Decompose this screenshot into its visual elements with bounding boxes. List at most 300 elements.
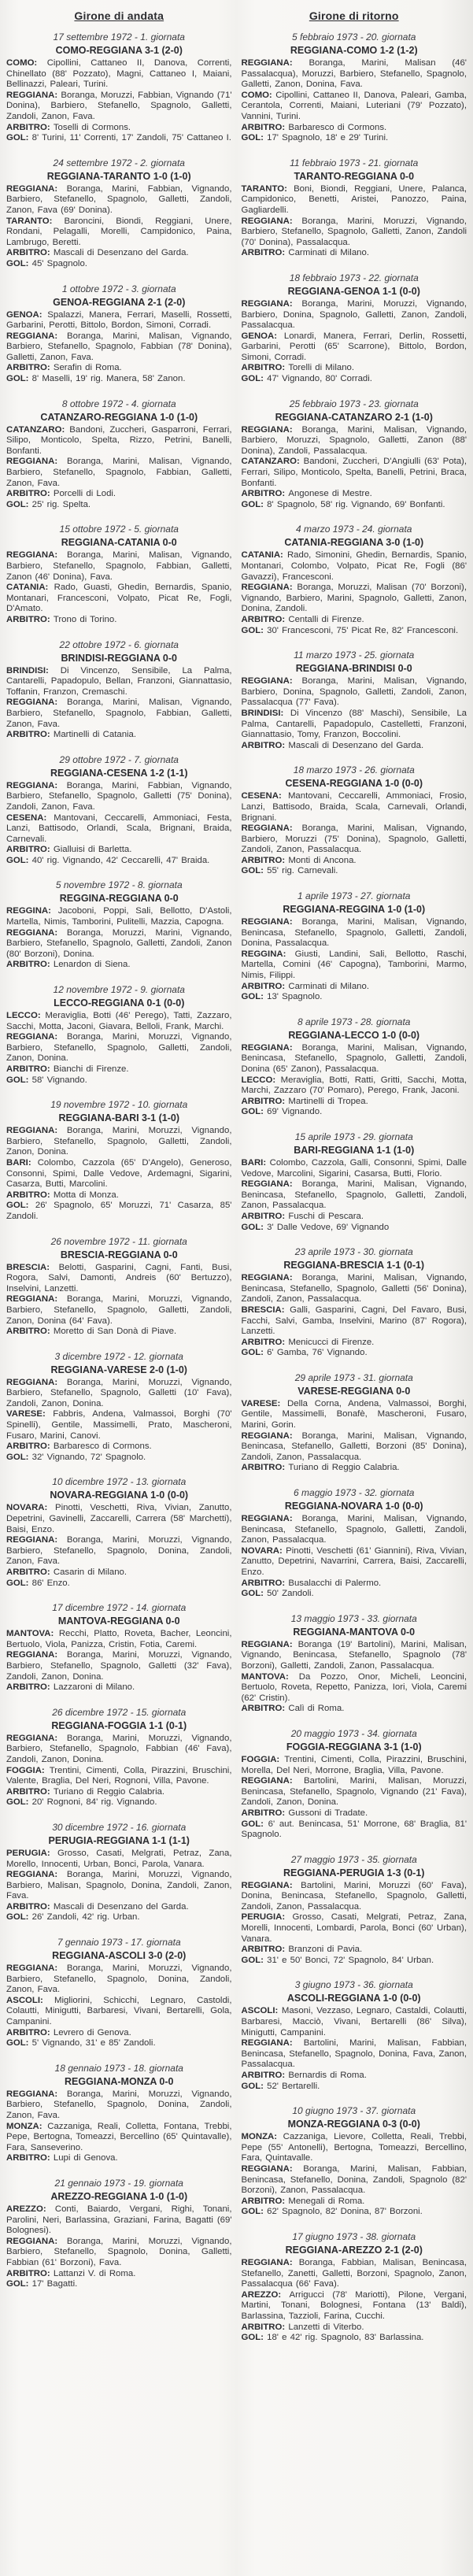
team-lineup-label: REGGIANA:: [6, 2236, 67, 2246]
goals-line-label: GOL:: [241, 2081, 268, 2091]
match-title: REGGIANA-TARANTO 1-0 (1-0): [46, 170, 191, 182]
match-block: [6, 1822, 232, 1923]
goals-line: GOL: 62' Spagnolo, 82' Donina, 87' Borzoni.: [241, 2207, 423, 2217]
match-block: [6, 157, 232, 270]
match-block: [242, 1016, 467, 1118]
team-lineup: ASCOLI: Masoni, Vezzaso, Legnaro, Castaldi, Colautti, Barbaresi, Macciò, Vivani, Bertarelli (86' Silva), Minigutti, Campanini.: [241, 2006, 467, 2037]
team-lineup-label: REGGIANA:: [241, 58, 309, 68]
referee-line-label: ARBITRO:: [6, 2153, 54, 2163]
team-lineup: FOGGIA: Trentini, Cimenti, Colla, Pirazzini, Bruschini, Morella, Del Neri, Morrone, Braglia, Villa, Pavone.: [241, 1754, 467, 1775]
goals-line: GOL: 69' Vignando.: [241, 1107, 323, 1117]
referee-line: ARBITRO: Moretto di San Donà di Piave.: [6, 1327, 177, 1337]
goals-line-label: GOL:: [6, 1797, 32, 1808]
match-block: [242, 1487, 467, 1600]
referee-line: ARBITRO: Bianchi di Firenze.: [6, 1064, 129, 1074]
match-body: [6, 2204, 232, 2290]
referee-line-label: ARBITRO:: [241, 2071, 289, 2080]
team-lineup-label: REGGIANA:: [6, 550, 68, 561]
match-body: [6, 550, 232, 625]
first-leg-header: Girone di andata: [74, 9, 164, 22]
match-date: 3 dicembre 1972 - 12. giornata: [54, 1350, 183, 1362]
referee-line: ARBITRO: Trono di Torino.: [6, 614, 117, 624]
team-lineup-label: AREZZO:: [241, 2289, 290, 2300]
match-block: [6, 524, 232, 625]
team-lineup-label: REGGIANA:: [241, 676, 302, 687]
match-title: REGGIANA-REGGINA 1-0 (1-0): [283, 904, 426, 916]
team-lineup-label: PERUGIA:: [241, 1912, 293, 1923]
match-block: [6, 984, 232, 1086]
match-block: [242, 1728, 467, 1841]
match-title: NOVARA-REGGIANA 1-0 (0-0): [50, 1490, 189, 1501]
referee-line-label: ARBITRO:: [6, 489, 54, 499]
match-block: [6, 879, 232, 971]
team-lineup-label: GENOA:: [241, 331, 284, 341]
team-lineup: PERUGIA: Grosso, Casati, Melgrati, Petraz, Zana, Morelli, Innocenti, Lombardi, Parola, Bonci (60' Urban), Vanara.: [241, 1912, 467, 1944]
goals-line-label: GOL:: [241, 1955, 268, 1965]
referee-line-label: ARBITRO:: [241, 1463, 289, 1473]
team-lineup-label: REGGIANA:: [6, 331, 68, 341]
referee-line-label: ARBITRO:: [6, 122, 54, 132]
referee-line-label: ARBITRO:: [6, 1567, 54, 1577]
match-date: 26 dicembre 1972 - 15. giornata: [52, 1706, 187, 1718]
match-title: REGGIANA-BRESCIA 1-1 (0-1): [283, 1260, 425, 1271]
team-lineup-label: REGGIANA:: [6, 1294, 67, 1305]
team-lineup-label: REGGIANA:: [241, 2163, 304, 2174]
match-date: 17 giugno 1973 - 38. giornata: [292, 2230, 416, 2242]
match-block: [242, 1613, 467, 1715]
match-title: BRINDISI-REGGIANA 0-0: [61, 652, 177, 664]
team-lineup: AREZZO: Arrigucci (78' Mariotti), Pilone, Vergani, Martini, Tonani, Bolognesi, Fontana (13' Baldi), Barlassina, Tazzioli, Farina, Cucchi.: [241, 2289, 467, 2321]
team-lineup: REGGIANA: Bartolini, Marini, Malisan, Moruzzi, Benincasa, Stefanello, Spagnolo, Vignando (21' Fava), Zandoli, Zanon, Donina.: [241, 1776, 467, 1808]
match-date: 23 aprile 1973 - 30. giornata: [294, 1246, 413, 1258]
referee-line: ARBITRO: Centalli di Firenze.: [241, 614, 364, 624]
goals-line-label: GOL:: [241, 1348, 268, 1358]
referee-line: ARBITRO: Branzoni di Pavia.: [241, 1945, 363, 1955]
match-block: [6, 31, 232, 144]
team-lineup: REGGIANA: Boranga, Marini, Malisan, Vignando, Benincasa, Stefanello, Spagnolo, Galletti, Zandoli, Zanon, Passalacqua.: [241, 1179, 467, 1211]
referee-line-label: ARBITRO:: [241, 1704, 289, 1714]
referee-line-label: ARBITRO:: [6, 1064, 54, 1074]
team-lineup-label: CATANIA:: [241, 550, 287, 561]
match-block: [242, 2105, 467, 2218]
match-title: REGGIANA-ASCOLI 3-0 (2-0): [52, 1950, 187, 1962]
match-block: [242, 1131, 467, 1233]
referee-line: ARBITRO: Martinelli di Catania.: [6, 730, 137, 740]
team-lineup: BRINDISI: Di Vincenzo, Sensibile, La Palma, Cantarelli, Papadopulo, Bellan, Franzoni, Giannattasio, Toffanin, Franzon, Cremaschi.: [6, 665, 232, 697]
team-lineup: REGGINA: Jacoboni, Poppi, Sali, Bellotto, D'Astoli, Martella, Nimis, Tamborini, Pulitelli, Mazzia, Capogna.: [6, 906, 232, 927]
team-lineup: REGGIANA: Boranga, Marini, Malisan, Vignando, Benincasa, Stefanello, Spagnolo, Galletti, Zandoli, Donina (65' Zanon), Passalacqua.: [241, 1042, 467, 1074]
match-body: [242, 1640, 467, 1715]
referee-line: ARBITRO: Turiano di Reggio Calabria.: [6, 1786, 165, 1797]
team-lineup-label: GENOA:: [6, 309, 48, 320]
team-lineup-label: CESENA:: [241, 791, 288, 801]
team-lineup: CATANIA: Rado, Simonini, Ghedin, Bernardis, Spanio, Montanari, Colombo, Volpato, Picat Re, Fogli (86' Gavazzi), Francesconi.: [241, 550, 467, 582]
team-lineup-label: CATANZARO:: [241, 457, 304, 467]
referee-line: ARBITRO: Lazzaroni di Milano.: [6, 1682, 135, 1693]
team-lineup: REGGIANA: Boranga, Marini, Moruzzi, Vignando, Barbiero, Stefanello, Spagnolo, Galletti, Zanon, Zandoli (70' Donina), Passalacqua.: [241, 216, 467, 247]
match-date: 29 aprile 1973 - 31. giornata: [294, 1371, 413, 1383]
team-lineup-label: BRESCIA:: [6, 1262, 59, 1272]
team-lineup-label: REGGIANA:: [6, 1535, 67, 1545]
team-lineup-label: TARANTO:: [241, 183, 294, 194]
team-lineup: ASCOLI: Migliorini, Schicchi, Legnaro, Castoldi, Colautti, Minigutti, Barbaresi, Vivani, Bertarelli, Gola, Campanini.: [6, 1995, 232, 2027]
goals-line-label: GOL:: [6, 258, 32, 268]
match-date: 25 febbraio 1973 - 23. giornata: [289, 398, 419, 409]
referee-line: ARBITRO: Mascali di Desenzano del Garda.: [6, 248, 189, 258]
match-body: [6, 1963, 232, 2049]
match-body: [6, 666, 232, 741]
team-lineup: REGGIANA: Boranga, Marini, Malisan, Vignando, Barbiero, Stefanello, Spagnolo, Fabbian (78' Donina), Galletti, Zanon, Fava.: [6, 331, 232, 362]
match-body: [242, 1881, 467, 1967]
referee-line: ARBITRO: Monti di Ancona.: [241, 855, 357, 865]
referee-line: ARBITRO: Porcelli di Lodi.: [6, 489, 116, 499]
referee-line: ARBITRO: Serafin di Roma.: [6, 363, 122, 373]
team-lineup-label: REGGIANA:: [241, 1430, 302, 1441]
referee-line-label: ARBITRO:: [6, 614, 54, 624]
match-date: 7 gennaio 1973 - 17. giornata: [57, 1937, 181, 1949]
match-date: 29 ottobre 1972 - 7. giornata: [59, 753, 179, 765]
match-title: TARANTO-REGGIANA 0-0: [294, 170, 415, 182]
match-title: CESENA-REGGIANA 1-0 (0-0): [285, 778, 423, 790]
team-lineup-label: BRESCIA:: [241, 1305, 290, 1315]
match-title: REGGIANA-VARESE 2-0 (1-0): [50, 1364, 187, 1375]
goals-line-label: GOL:: [241, 866, 268, 876]
match-title: REGGIANA-BRINDISI 0-0: [295, 663, 412, 675]
match-block: [242, 2231, 467, 2344]
match-date: 3 giugno 1973 - 36. giornata: [294, 1979, 413, 1991]
referee-line-label: ARBITRO:: [241, 2196, 289, 2206]
team-lineup: REGGIANA: Boranga, Marini, Moruzzi, Vignando, Barbiero, Stefanello, Spagnolo, Fabbian (46' Fava), Zandoli, Zanon, Donina.: [6, 1733, 232, 1764]
match-body: [242, 1043, 467, 1118]
goals-line-label: GOL:: [241, 1222, 268, 1232]
match-title: REGGIANA-PERUGIA 1-3 (0-1): [283, 1867, 425, 1878]
referee-line: ARBITRO: Carminati di Milano.: [241, 981, 370, 991]
team-lineup: LECCO: Meraviglia, Botti, Ratti, Gritti, Sacchi, Motta, Marchi, Zazzaro (70' Pomaro), Perego, Frank, Jaconi.: [241, 1075, 467, 1096]
team-lineup: REGGIANA: Boranga, Moruzzi, Fabbian, Vignando (71' Donina), Barbiero, Stefanello, Spagnolo, Galletti, Zandoli, Zanon, Fava.: [6, 90, 232, 121]
team-lineup-label: REGGIANA:: [6, 90, 61, 100]
team-lineup-label: REGGIANA:: [241, 1639, 298, 1649]
second-leg-header: Girone di ritorno: [309, 9, 399, 22]
match-block: [6, 1602, 232, 1693]
referee-line-label: ARBITRO:: [241, 855, 289, 865]
match-block: [242, 1979, 467, 2092]
match-body: [242, 184, 467, 259]
team-lineup: MANTOVA: Recchi, Platto, Roveta, Bacher, Leoncini, Bertuolo, Viola, Panizza, Cristin, Fotia, Caremi.: [6, 1629, 232, 1649]
goals-line: GOL: 17' Bagatti.: [6, 2279, 78, 2289]
team-lineup-label: CATANIA:: [6, 583, 54, 593]
goals-line: GOL: 30' Francesconi, 75' Picat Re, 82' Francesconi.: [241, 625, 459, 635]
match-title: REGGIANA-CATANZARO 2-1 (1-0): [275, 411, 433, 423]
goals-line: GOL: 26' Zandoli, 42' rig. Urban.: [6, 1912, 140, 1923]
match-title: REGGIANA-MONZA 0-0: [65, 2075, 174, 2087]
match-block: [6, 283, 232, 385]
referee-line: ARBITRO: Angonese di Mestre.: [241, 489, 372, 499]
match-body: [6, 1629, 232, 1693]
match-block: [242, 890, 467, 1003]
referee-line: ARBITRO: Bernardis di Roma.: [241, 2071, 367, 2080]
referee-line-label: ARBITRO:: [241, 740, 289, 750]
team-lineup-label: AREZZO:: [6, 2204, 55, 2214]
match-date: 19 novembre 1972 - 10. giornata: [50, 1099, 188, 1111]
team-lineup: REGGIANA: Boranga, Marini, Malisan, Vignando, Barbiero, Moruzzi, Spagnolo, Galletti, Zanon (88' Donina), Zandoli, Passalacqua.: [241, 424, 467, 456]
goals-line: GOL: 50' Zandoli.: [241, 1589, 314, 1599]
match-title: MONZA-REGGIANA 0-3 (0-0): [287, 2119, 420, 2130]
first-leg-column: [6, 6, 232, 2357]
team-lineup-label: REGGIANA:: [241, 1776, 305, 1786]
team-lineup-label: FOGGIA:: [241, 1754, 285, 1764]
team-lineup: TARANTO: Baroncini, Biondi, Reggiani, Unere, Rondani, Pelagalli, Morelli, Campidonico, Paina, Lambrugo, Beretti.: [6, 216, 232, 247]
team-lineup-label: REGGIANA:: [241, 216, 302, 226]
match-date: 17 settembre 1972 - 1. giornata: [53, 31, 185, 43]
referee-line: ARBITRO: Lanzetti di Viterbo.: [241, 2322, 364, 2332]
team-lineup-label: VARESE:: [6, 1409, 54, 1419]
match-title: REGGIANA-AREZZO 2-1 (2-0): [285, 2244, 423, 2256]
match-body: [6, 781, 232, 867]
team-lineup: CESENA: Mantovani, Ceccarelli, Ammoniaci, Festa, Lanzi, Battisodo, Orlandi, Scala, Brignani, Braida, Carnevali.: [6, 812, 232, 844]
referee-line-label: ARBITRO:: [241, 2322, 289, 2332]
match-body: [6, 310, 232, 385]
referee-line: ARBITRO: Gussoni di Tradate.: [241, 1808, 368, 1818]
match-date: 5 febbraio 1973 - 20. giornata: [292, 31, 416, 43]
referee-line-label: ARBITRO:: [6, 2027, 54, 2037]
team-lineup: REGGIANA: Boranga, Marini, Moruzzi, Vignando, Barbiero, Stefanello, Spagnolo, Donina, Zandoli, Zanon, Fava.: [6, 1963, 232, 1995]
goals-line-label: GOL:: [6, 133, 32, 143]
team-lineup-label: BARI:: [6, 1157, 38, 1168]
team-lineup-label: BRINDISI:: [6, 665, 61, 675]
goals-line: GOL: 26' Spagnolo, 65' Moruzzi, 71' Casarza, 85' Zandoli.: [6, 1201, 232, 1221]
goals-line-label: GOL:: [241, 133, 268, 143]
referee-line-label: ARBITRO:: [241, 363, 289, 373]
match-title: REGGIANA-CATANIA 0-0: [61, 537, 177, 549]
referee-line-label: ARBITRO:: [241, 248, 289, 258]
match-body: [242, 1514, 467, 1600]
referee-line-label: ARBITRO:: [6, 1327, 54, 1337]
team-lineup: REGGIANA: Boranga, Marini, Malisan, Vignando, Barbiero, Donina, Spagnolo, Galletti, Zandoli, Zanon, Passalacqua (77' Fava).: [241, 676, 467, 708]
goals-line: GOL: 32' Vignando, 72' Spagnolo.: [6, 1452, 146, 1462]
team-lineup-label: CATANZARO:: [6, 424, 70, 435]
team-lineup: BARI: Colombo, Cazzola, Galli, Consonni, Spimi, Dalle Vedove, Marcolini, Sigarini, Casarsa, Butti, Florio.: [241, 1157, 467, 1179]
team-lineup: REGGIANA: Boranga, Marini, Malisan, Vignando, Barbiero, Stefanello, Spagnolo, Fabbian, Galletti, Zanon (46' Donina), Fava.: [6, 550, 232, 582]
match-body: [6, 1011, 232, 1086]
referee-line-label: ARBITRO:: [241, 1808, 289, 1818]
referee-line: ARBITRO: Turiano di Reggio Calabria.: [241, 1463, 400, 1473]
match-date: 22 ottobre 1972 - 6. giornata: [59, 638, 179, 650]
team-lineup-label: REGGIANA:: [6, 1733, 67, 1743]
team-lineup-label: REGGIANA:: [241, 1042, 302, 1053]
team-lineup-label: LECCO:: [6, 1011, 46, 1021]
match-date: 24 settembre 1972 - 2. giornata: [53, 157, 185, 168]
team-lineup: COMO: Cipollini, Cattaneo II, Danova, Paleari, Gamba, Cerantola, Correnti, Maiani, Luteriani (79' Pozzato), Vannini, Turini.: [241, 90, 467, 121]
match-block: [242, 1246, 467, 1359]
match-date: 18 gennaio 1973 - 18. giornata: [54, 2062, 183, 2074]
team-lineup-label: REGGIANA:: [6, 698, 68, 708]
team-lineup-label: REGGINA:: [241, 949, 295, 959]
team-lineup-label: CESENA:: [6, 812, 54, 823]
match-block: [6, 639, 232, 741]
team-lineup-label: COMO:: [6, 58, 47, 68]
match-block: [6, 1937, 232, 2049]
goals-line: GOL: 40' rig. Vignando, 42' Ceccarelli, 47' Braida.: [6, 855, 210, 865]
team-lineup: PERUGIA: Grosso, Casati, Melgrati, Petraz, Zana, Morello, Innocenti, Urban, Bonci, Parola, Vanara.: [6, 1848, 232, 1869]
goals-line-label: GOL:: [241, 2207, 268, 2217]
match-body: [242, 791, 467, 877]
goals-line: GOL: 55' rig. Carnevali.: [241, 866, 338, 876]
team-lineup-label: REGGIANA:: [241, 1880, 301, 1890]
referee-line: ARBITRO: Torelli di Milano.: [241, 363, 355, 373]
goals-line: GOL: 47' Vignando, 80' Corradi.: [241, 374, 372, 384]
referee-line-label: ARBITRO:: [6, 730, 54, 740]
team-lineup: COMO: Cipollini, Cattaneo II, Danova, Correnti, Chinellato (88' Pozzato), Magni, Cattaneo I, Maiani, Bellinazzi, Paleari, Turini.: [6, 58, 232, 90]
referee-line: ARBITRO: Gialluisi di Barletta.: [6, 845, 132, 855]
match-body: [6, 1503, 232, 1589]
team-lineup: REGGIANA: Boranga, Marini, Moruzzi, Vignando, Barbiero, Malisan, Spagnolo, Donina, Zandoli, Zanon, Fava.: [6, 1870, 232, 1901]
team-lineup: BRINDISI: Di Vincenzo (88' Maschi), Sensibile, La Palma, Cantarelli, Papadopulo, Castelletti, Franzoni, Giannattasio, Tomy, Franzon, Boccolini.: [241, 708, 467, 740]
match-date: 21 gennaio 1973 - 19. giornata: [54, 2177, 183, 2189]
team-lineup-label: REGGIANA:: [6, 1032, 67, 1042]
goals-line: GOL: 8' Turini, 11' Correnti, 17' Zandoli, 75' Cattaneo I.: [6, 133, 231, 143]
team-lineup-label: REGGIANA:: [241, 2038, 304, 2049]
team-lineup: REGGIANA: Boranga, Marini, Moruzzi, Vignando, Barbiero, Stefanello, Spagnolo, Donina, Galletti, Fabbian (61' Borzoni), Fava.: [6, 2236, 232, 2267]
match-block: [242, 524, 467, 636]
team-lineup-label: REGGIANA:: [241, 917, 302, 927]
goals-line-label: GOL:: [241, 625, 268, 635]
goals-line: GOL: 58' Vignando.: [6, 1075, 87, 1085]
team-lineup-label: NOVARA:: [6, 1503, 55, 1513]
match-block: [6, 2063, 232, 2164]
match-body: [6, 1849, 232, 1923]
team-lineup: REGGIANA: Boranga, Marini, Malisan, Fabbian, Benincasa, Stefanello, Donina, Zandoli, Spagnolo (82' Borzoni), Zanon, Passalacqua.: [241, 2163, 467, 2196]
match-body: [6, 2089, 232, 2164]
match-block: [242, 1372, 467, 1474]
team-lineup-label: BRINDISI:: [241, 708, 290, 718]
match-body: [6, 425, 232, 511]
team-lineup: REGGIANA: Boranga, Marini, Malisan, Vignando, Benincasa, Stefanello, Spagnolo, Galletti, Zandoli, Zanon, Passalacqua.: [241, 1514, 467, 1545]
match-title: REGGIANA-FOGGIA 1-1 (0-1): [51, 1719, 187, 1731]
team-lineup-label: REGGIANA:: [6, 183, 67, 194]
match-date: 18 marzo 1973 - 26. giornata: [293, 764, 415, 776]
referee-line: ARBITRO: Menegali di Roma.: [241, 2196, 365, 2206]
match-body: [242, 299, 467, 385]
match-date: 4 marzo 1973 - 24. giornata: [296, 524, 412, 535]
goals-line-label: GOL:: [6, 855, 32, 865]
team-lineup: VARESE: Fabbris, Andena, Valmassoi, Borghi (70' Spinelli), Gentile, Massimelli, Prato, Mascheroni, Fusaro, Marini, Canovi.: [6, 1409, 232, 1441]
match-date: 20 maggio 1973 - 34. giornata: [290, 1727, 417, 1739]
referee-line: ARBITRO: Mascali di Desenzano del Garda.: [6, 1901, 189, 1912]
referee-line-label: ARBITRO:: [6, 1786, 54, 1797]
match-date: 10 giugno 1973 - 37. giornata: [292, 2105, 416, 2117]
team-lineup: REGGIANA: Boranga, Marini, Moruzzi, Vignando, Barbiero, Stefanello, Spagnolo, Galletti (32' Fava), Zandoli, Zanon, Donina.: [6, 1650, 232, 1682]
referee-line-label: ARBITRO:: [6, 960, 54, 970]
goals-line: GOL: 13' Spagnolo.: [241, 992, 323, 1002]
team-lineup-label: MONZA:: [241, 2132, 283, 2142]
team-lineup-label: FOGGIA:: [6, 1765, 50, 1775]
team-lineup: TARANTO: Boni, Biondi, Reggiani, Unere, Palanca, Campidonico, Benetti, Aristei, Panozzo, Paina, Gagliardelli.: [241, 183, 467, 215]
team-lineup-label: REGGIANA:: [241, 298, 302, 309]
match-title: REGGIANA-CESENA 1-2 (1-1): [50, 767, 188, 779]
match-title: MANTOVA-REGGIANA 0-0: [57, 1616, 180, 1627]
match-title: LECCO-REGGIANA 0-1 (0-0): [54, 997, 185, 1009]
referee-line-label: ARBITRO:: [241, 1211, 289, 1221]
match-date: 11 febbraio 1973 - 21. giornata: [290, 157, 419, 168]
match-body: [6, 1263, 232, 1338]
goals-line: GOL: 8' Spagnolo, 58' rig. Vignando, 69' Bonfanti.: [241, 499, 445, 509]
team-lineup: AREZZO: Conti, Baiardo, Vergani, Righi, Tonani, Parolini, Neri, Barlassina, Graziani, Farina, Bagatti (69' Bolognesi).: [6, 2204, 232, 2236]
match-date: 11 marzo 1973 - 25. giornata: [294, 650, 415, 661]
match-date: 6 maggio 1973 - 32. giornata: [294, 1487, 415, 1499]
match-body: [242, 550, 467, 636]
match-body: [242, 2132, 467, 2218]
match-date: 15 ottobre 1972 - 5. giornata: [59, 524, 179, 535]
match-title: BARI-REGGIANA 1-1 (1-0): [294, 1144, 415, 1156]
team-lineup: BARI: Colombo, Cazzola (65' D'Angelo), Generoso, Consonni, Spimi, Dalle Vedove, Ardemagni, Sigarini, Casarza, Butti, Marcolini.: [6, 1157, 232, 1190]
match-body: [242, 1158, 467, 1233]
goals-line-label: GOL:: [6, 499, 32, 509]
team-lineup: REGGIANA: Bartolini, Marini, Malisan, Fabbian, Benincasa, Stefanello, Spagnolo, Donina, Fava, Zanon, Passalacqua.: [241, 2038, 467, 2070]
referee-line-label: ARBITRO:: [6, 248, 54, 258]
team-lineup: GENOA: Spalazzi, Manera, Ferrari, Maselli, Rossetti, Garbarini, Perotti, Bittolo, Bordon, Simoni, Corradi.: [6, 309, 232, 331]
match-body: [242, 1399, 467, 1474]
match-date: 1 aprile 1973 - 27. giornata: [297, 890, 411, 902]
match-block: [242, 764, 467, 877]
team-lineup: REGGIANA: Boranga, Moruzzi, Marini, Vignando, Barbiero, Stefanello, Spagnolo, Galletti, Zandoli, Zanon (80' Borzoni), Donina.: [6, 927, 232, 959]
referee-line-label: ARBITRO:: [241, 1337, 289, 1347]
match-date: 1 ottobre 1972 - 3. giornata: [61, 283, 176, 294]
team-lineup: REGGIANA: Boranga, Marini, Moruzzi, Vignando, Barbiero, Stefanello, Spagnolo, Galletti (10' Fava), Zandoli, Zanon, Donina.: [6, 1377, 232, 1408]
referee-line-label: ARBITRO:: [6, 2268, 54, 2278]
match-date: 5 novembre 1972 - 8. giornata: [55, 879, 183, 891]
team-lineup: REGGIANA: Boranga, Marini, Moruzzi, Vignando, Barbiero, Stefanello, Spagnolo, Donina, Zandoli, Zanon, Fava.: [6, 1535, 232, 1567]
goals-line: GOL: 18' e 42' rig. Spagnolo, 83' Barlassina.: [241, 2333, 424, 2343]
match-date: 17 dicembre 1972 - 14. giornata: [52, 1602, 187, 1614]
referee-line: ARBITRO: Calì di Roma.: [241, 1704, 345, 1714]
goals-line-label: GOL:: [241, 374, 268, 384]
goals-line: GOL: 6' aut. Benincasa, 51' Morrone, 68' Braglia, 81' Spagnolo.: [241, 1819, 467, 1840]
match-title: REGGIANA-LECCO 1-0 (0-0): [288, 1029, 420, 1041]
goals-line-label: GOL:: [6, 2038, 32, 2049]
match-title: FOGGIA-REGGIANA 3-1 (1-0): [286, 1741, 422, 1752]
team-lineup-label: REGGIANA:: [6, 1126, 67, 1136]
team-lineup: REGGIANA: Boranga, Marini, Malisan (46' Passalacqua), Moruzzi, Barbiero, Stefanello, Spagnolo, Galletti, Zanon, Donina, Fava.: [241, 58, 467, 90]
team-lineup: BRESCIA: Galli, Gasparini, Cagni, Del Favaro, Busi, Facchi, Salvi, Gamba, Inselvini, Marino (87' Rogora), Lanzetti.: [241, 1305, 467, 1337]
match-date: 30 dicembre 1972 - 16. giornata: [52, 1821, 187, 1833]
team-lineup-label: REGGIANA:: [6, 1963, 67, 1974]
referee-line: ARBITRO: Menicucci di Firenze.: [241, 1337, 375, 1347]
team-lineup: MANTOVA: Da Pozzo, Onor, Micheli, Leoncini, Bertuolo, Roveta, Repetto, Panizza, Iori, Viola, Caremi (62' Cristin).: [241, 1671, 467, 1703]
team-lineup: REGGIANA: Boranga, Moruzzi, Malisan (70' Borzoni), Vignando, Barbiero, Marini, Spagnolo, Galletti, Zanon, Donina, Zandoli.: [241, 583, 467, 614]
team-lineup-label: BARI:: [241, 1157, 270, 1168]
team-lineup: REGGIANA: Boranga, Marini, Moruzzi, Vignando, Barbiero, Stefanello, Spagnolo, Donina, Zandoli, Zanon, Fava.: [6, 2089, 232, 2120]
match-title: PERUGIA-REGGIANA 1-1 (1-1): [48, 1834, 190, 1846]
team-lineup: REGGIANA: Boranga, Marini, Moruzzi, Vignando, Barbiero, Stefanello, Spagnolo, Galletti, Zandoli, Zanon, Donina.: [6, 1126, 232, 1157]
goals-line-label: GOL:: [6, 1201, 35, 1211]
goals-line: GOL: 86' Enzo.: [6, 1578, 70, 1588]
goals-line-label: GOL:: [6, 1578, 32, 1588]
team-lineup: REGGIANA: Boranga, Marini, Malisan, Vignando, Barbiero, Stefanello, Spagnolo, Fabbian, Galletti, Zanon, Fava.: [6, 457, 232, 488]
team-lineup: NOVARA: Pinotti, Veschetti (61' Giannini), Riva, Vivian, Zanutto, Depetrini, Navarrini, Carrera, Baisi, Zaccarelli, Enzo.: [241, 1545, 467, 1577]
goals-line: GOL: 20' Rognoni, 84' rig. Vignando.: [6, 1797, 157, 1808]
team-lineup-label: REGGIANA:: [241, 424, 302, 435]
team-lineup: VARESE: Della Corna, Andena, Valmassoi, Borghi, Gentile, Massimelli, Bonafè, Mascheroni, Fusaro, Marini, Gorin.: [241, 1398, 467, 1430]
match-block: [242, 650, 467, 751]
match-body: [242, 2258, 467, 2344]
match-body: [6, 58, 232, 144]
goals-line-label: GOL:: [241, 1107, 268, 1117]
team-lineup-label: MANTOVA:: [6, 1629, 59, 1639]
team-lineup: CATANZARO: Bandoni, Zuccheri, D'Angiulli (63' Pota), Ferrari, Silipo, Monticolo, Spelta, Banelli, Petrini, Braca, Bonfanti.: [241, 457, 467, 488]
match-body: [6, 1378, 232, 1464]
match-date: 26 novembre 1972 - 11. giornata: [50, 1235, 187, 1247]
team-lineup-label: REGGIANA:: [241, 2257, 299, 2267]
